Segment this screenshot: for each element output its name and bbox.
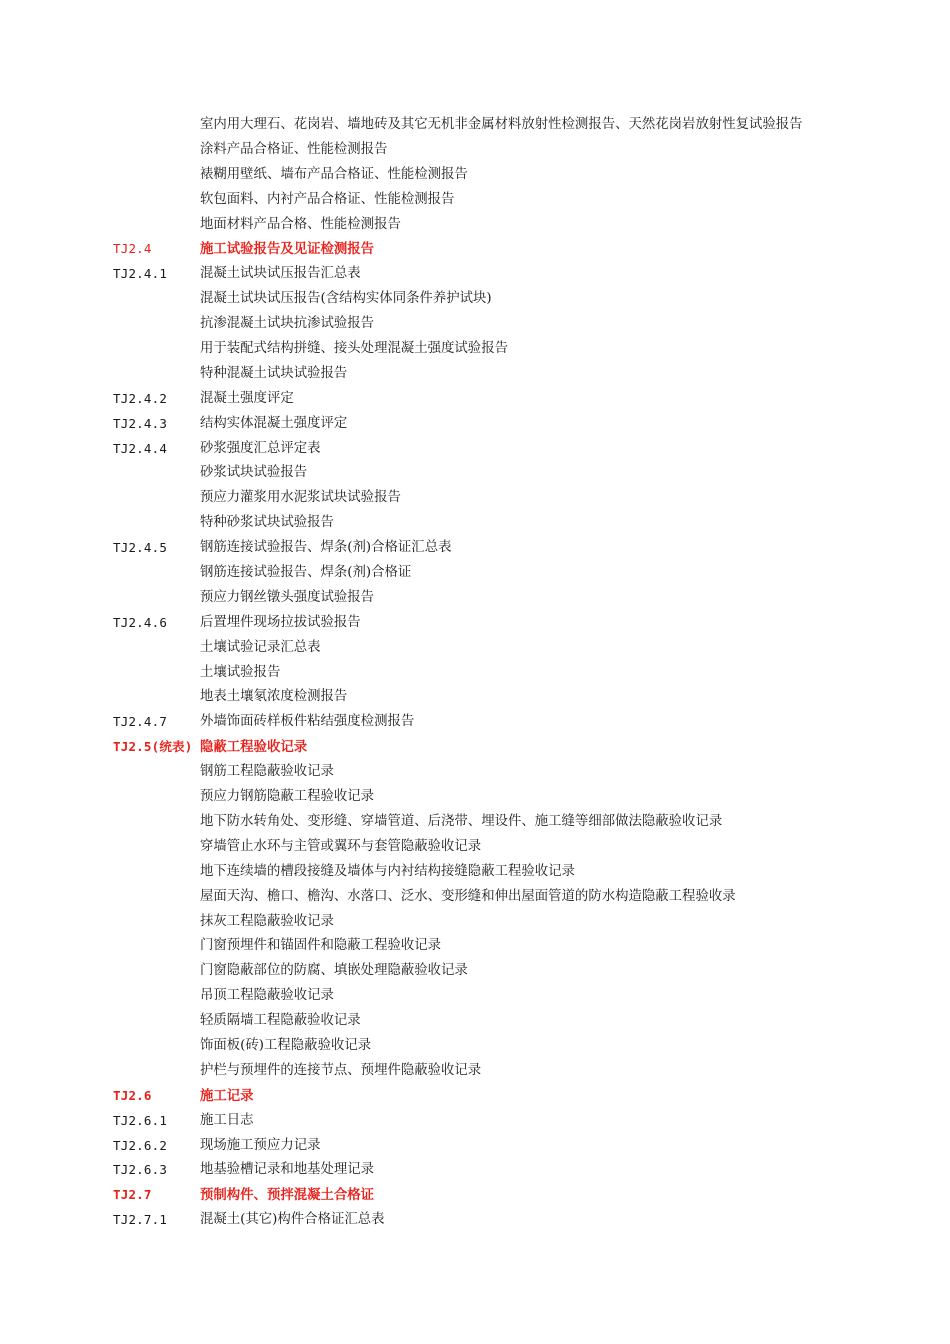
item-title: 饰面板(砖)工程隐蔽验收记录 bbox=[200, 1037, 372, 1053]
list-item bbox=[0, 1059, 950, 1084]
item-title: 预应力钢丝镦头强度试验报告 bbox=[200, 589, 375, 605]
list-item bbox=[0, 934, 950, 959]
item-title: 穿墙管止水环与主管或翼环与套管隐蔽验收记录 bbox=[200, 838, 482, 854]
item-title: 屋面天沟、檐口、檐沟、水落口、泛水、变形缝和伸出屋面管道的防水构造隐蔽工程验收录 bbox=[200, 888, 736, 904]
item-title: 门窗预埋件和锚固件和隐蔽工程验收记录 bbox=[200, 938, 442, 954]
item-title: 地基验槽记录和地基处理记录 bbox=[200, 1162, 375, 1178]
item-title: 砂浆强度汇总评定表 bbox=[200, 440, 321, 456]
item-title: 混凝土试块试压报告汇总表 bbox=[200, 266, 361, 282]
item-title: 外墙饰面砖样板件粘结强度检测报告 bbox=[200, 714, 415, 730]
item-title: 门窗隐蔽部位的防腐、填嵌处理隐蔽验收记录 bbox=[200, 963, 468, 979]
item-code: TJ2.7 bbox=[113, 1187, 152, 1203]
list-item bbox=[0, 461, 950, 486]
item-title: 软包面料、内衬产品合格证、性能检测报告 bbox=[200, 191, 455, 207]
item-code: TJ2.4.5 bbox=[113, 540, 168, 556]
item-title: 结构实体混凝土强度评定 bbox=[200, 415, 348, 431]
list-item bbox=[0, 312, 950, 337]
list-item bbox=[0, 163, 950, 188]
item-title: 特种混凝土试块试验报告 bbox=[200, 365, 348, 381]
list-item bbox=[0, 785, 950, 810]
list-item bbox=[0, 213, 950, 238]
item-title: 土壤试验记录汇总表 bbox=[200, 639, 321, 655]
list-item bbox=[0, 1134, 950, 1159]
list-item bbox=[0, 984, 950, 1009]
item-code: TJ2.4.2 bbox=[113, 390, 168, 406]
list-item bbox=[0, 586, 950, 611]
item-title: 地下防水转角处、变形缝、穿墙管道、后浇带、埋设件、施工缝等细部做法隐蔽验收记录 bbox=[200, 813, 723, 829]
list-item bbox=[0, 636, 950, 661]
item-code: TJ2.6.2 bbox=[113, 1137, 168, 1153]
list-item bbox=[0, 1009, 950, 1034]
list-item bbox=[0, 387, 950, 412]
list-item bbox=[0, 287, 950, 312]
item-title: 钢筋工程隐蔽验收记录 bbox=[200, 764, 334, 780]
item-code: TJ2.4.7 bbox=[113, 714, 168, 730]
list-item bbox=[0, 138, 950, 163]
section-heading-row bbox=[0, 1183, 950, 1208]
item-title: 护栏与预埋件的连接节点、预埋件隐蔽验收记录 bbox=[200, 1062, 482, 1078]
list-item bbox=[0, 611, 950, 636]
list-item bbox=[0, 810, 950, 835]
list-item bbox=[0, 337, 950, 362]
item-title: 地下连续墙的槽段接缝及墙体与内衬结构接缝隐蔽工程验收记录 bbox=[200, 863, 575, 879]
list-item bbox=[0, 113, 950, 138]
item-code: TJ2.4.1 bbox=[113, 266, 168, 282]
item-title: 特种砂浆试块试验报告 bbox=[200, 515, 334, 531]
item-title: 混凝土强度评定 bbox=[200, 390, 294, 406]
item-code: TJ2.6.1 bbox=[113, 1112, 168, 1128]
list-item bbox=[0, 760, 950, 785]
item-title: 预应力钢筋隐蔽工程验收记录 bbox=[200, 789, 375, 805]
item-title: 后置埋件现场拉拔试验报告 bbox=[200, 614, 361, 630]
list-item bbox=[0, 1208, 950, 1233]
item-code: TJ2.4.4 bbox=[113, 440, 168, 456]
list-item bbox=[0, 486, 950, 511]
item-title: 地面材料产品合格、性能检测报告 bbox=[200, 216, 401, 232]
item-title: 钢筋连接试验报告、焊条(剂)合格证 bbox=[200, 565, 412, 581]
item-title: 地表土壤氡浓度检测报告 bbox=[200, 689, 348, 705]
item-title: 吊顶工程隐蔽验收记录 bbox=[200, 988, 334, 1004]
item-title: 混凝土试块试压报告(含结构实体同条件养护试块) bbox=[200, 291, 492, 307]
item-title: 用于装配式结构拼缝、接头处理混凝土强度试验报告 bbox=[200, 341, 508, 357]
item-code: TJ2.7.1 bbox=[113, 1212, 168, 1228]
list-item bbox=[0, 561, 950, 586]
list-item bbox=[0, 910, 950, 935]
list-item bbox=[0, 959, 950, 984]
list-item bbox=[0, 860, 950, 885]
section-title: 施工记录 bbox=[200, 1087, 254, 1104]
item-title: 抗渗混凝土试块抗渗试验报告 bbox=[200, 316, 375, 332]
list-item bbox=[0, 1034, 950, 1059]
list-item bbox=[0, 661, 950, 686]
item-code: TJ2.6 bbox=[113, 1087, 152, 1103]
section-heading-row bbox=[0, 237, 950, 262]
item-title: 土壤试验报告 bbox=[200, 664, 281, 680]
item-code: TJ2.4.6 bbox=[113, 614, 168, 630]
item-title: 轻质隔墙工程隐蔽验收记录 bbox=[200, 1013, 361, 1029]
list-item bbox=[0, 262, 950, 287]
section-title: 预制构件、预拌混凝土合格证 bbox=[200, 1187, 375, 1204]
item-code: TJ2.4.3 bbox=[113, 415, 168, 431]
item-title: 抹灰工程隐蔽验收记录 bbox=[200, 913, 334, 929]
list-item bbox=[0, 437, 950, 462]
section-title: 隐蔽工程验收记录 bbox=[200, 739, 308, 756]
item-code: TJ2.4 bbox=[113, 241, 152, 257]
list-item bbox=[0, 362, 950, 387]
item-title: 施工日志 bbox=[200, 1112, 254, 1128]
section-title: 施工试验报告及见证检测报告 bbox=[200, 241, 375, 258]
item-title: 预应力灌浆用水泥浆试块试验报告 bbox=[200, 490, 401, 506]
item-title: 裱糊用壁纸、墙布产品合格证、性能检测报告 bbox=[200, 166, 468, 182]
item-title: 现场施工预应力记录 bbox=[200, 1137, 321, 1153]
list-item bbox=[0, 685, 950, 710]
document-body bbox=[0, 113, 950, 1233]
list-item bbox=[0, 511, 950, 536]
section-heading-row bbox=[0, 1084, 950, 1109]
list-item bbox=[0, 188, 950, 213]
list-item bbox=[0, 1158, 950, 1183]
item-title: 混凝土(其它)构件合格证汇总表 bbox=[200, 1212, 385, 1228]
item-code: TJ2.5(统表) bbox=[113, 739, 193, 755]
list-item bbox=[0, 710, 950, 735]
list-item bbox=[0, 835, 950, 860]
item-title: 涂料产品合格证、性能检测报告 bbox=[200, 141, 388, 157]
list-item bbox=[0, 1109, 950, 1134]
item-code: TJ2.6.3 bbox=[113, 1162, 168, 1178]
item-title: 室内用大理石、花岗岩、墙地砖及其它无机非金属材料放射性检测报告、天然花岗岩放射性复试验报告 bbox=[200, 117, 803, 132]
list-item bbox=[0, 412, 950, 437]
list-item bbox=[0, 536, 950, 561]
item-title: 钢筋连接试验报告、焊条(剂)合格证汇总表 bbox=[200, 540, 452, 556]
section-heading-row bbox=[0, 735, 950, 760]
list-item bbox=[0, 885, 950, 910]
item-title: 砂浆试块试验报告 bbox=[200, 465, 308, 481]
